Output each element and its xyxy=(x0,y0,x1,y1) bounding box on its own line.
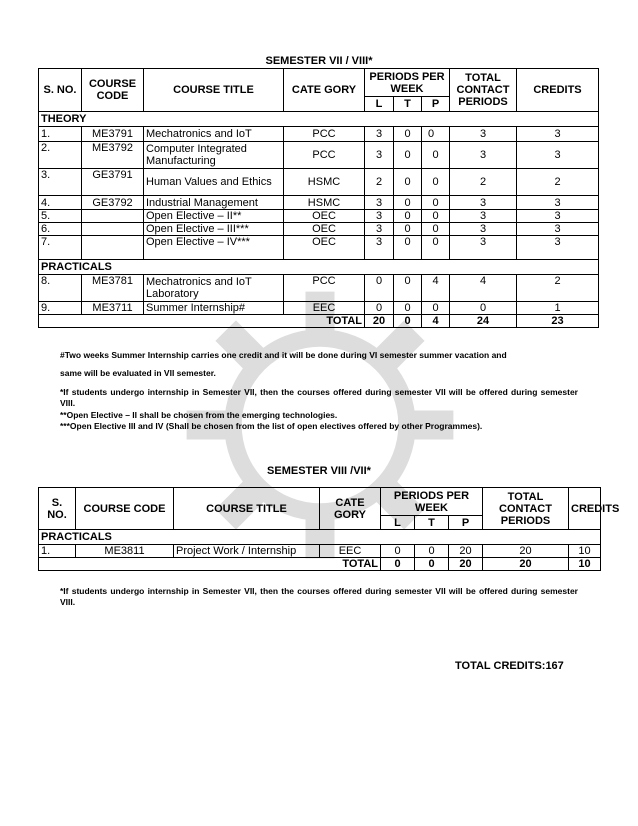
cell-credits: 3 xyxy=(517,223,599,236)
header-p: P xyxy=(449,516,483,530)
cell-category: HSMC xyxy=(284,169,365,196)
header-course-code: COURSE CODE xyxy=(82,69,144,112)
cell-code: ME3781 xyxy=(82,275,144,302)
cell-code: GE3792 xyxy=(82,196,144,210)
cell-contact: 3 xyxy=(450,142,517,169)
cell-t: 0 xyxy=(394,196,422,210)
cell-l: 3 xyxy=(365,210,394,223)
cell-t: 0 xyxy=(394,142,422,169)
total-t: 0 xyxy=(415,558,449,571)
cell-title: Computer Integrated Manufacturing xyxy=(144,142,284,169)
cell-l: 0 xyxy=(381,545,415,558)
cell-contact: 3 xyxy=(450,210,517,223)
header-credits: CREDITS xyxy=(569,488,601,530)
total-credits: 23 xyxy=(517,315,599,328)
header-l: L xyxy=(365,97,394,112)
cell-sno: 1. xyxy=(39,127,82,142)
cell-code xyxy=(82,223,144,236)
cell-code: ME3811 xyxy=(76,545,174,558)
cell-title: Industrial Management xyxy=(144,196,284,210)
cell-t: 0 xyxy=(394,302,422,315)
note-internship-semester: *If students undergo internship in Semester VII, then the courses offered during semester VII will be offered during semester VIII. xyxy=(60,387,578,408)
cell-p: 0 xyxy=(422,196,450,210)
total-t: 0 xyxy=(394,315,422,328)
note-line: same will be evaluated in VII semester. xyxy=(60,368,216,378)
header-contact-periods: TOTAL CONTACT PERIODS xyxy=(450,69,517,112)
section-practicals: PRACTICALS xyxy=(39,530,601,545)
cell-sno: 7. xyxy=(39,236,82,260)
header-p: P xyxy=(422,97,450,112)
cell-credits: 3 xyxy=(517,236,599,260)
cell-contact: 3 xyxy=(450,223,517,236)
cell-code: GE3791 xyxy=(82,169,144,196)
cell-code: ME3711 xyxy=(82,302,144,315)
header-periods: PERIODS PER WEEK xyxy=(381,488,483,516)
header-t: T xyxy=(415,516,449,530)
cell-category: PCC xyxy=(284,127,365,142)
table-row xyxy=(39,142,599,169)
cell-l: 0 xyxy=(365,302,394,315)
total-l: 20 xyxy=(365,315,394,328)
cell-code xyxy=(82,210,144,223)
cell-title: Mechatronics and IoT Laboratory xyxy=(144,275,284,302)
cell-category: OEC xyxy=(284,223,365,236)
note-open-elective-ii: **Open Elective – II shall be chosen from the emerging technologies. xyxy=(60,410,338,420)
cell-l: 2 xyxy=(365,169,394,196)
total-credits-summary: TOTAL CREDITS:167 xyxy=(455,660,564,672)
cell-l: 3 xyxy=(365,236,394,260)
cell-p: 0 xyxy=(422,236,450,260)
cell-l: 3 xyxy=(365,127,394,142)
cell-p: 0 xyxy=(422,210,450,223)
header-t: T xyxy=(394,97,422,112)
table-row xyxy=(39,236,599,260)
cell-sno: 1. xyxy=(39,545,76,558)
semester-vii-table xyxy=(38,68,599,328)
cell-p: 0 xyxy=(422,302,450,315)
total-p: 20 xyxy=(449,558,483,571)
total-p: 4 xyxy=(422,315,450,328)
cell-title: Summer Internship# xyxy=(144,302,284,315)
cell-t: 0 xyxy=(394,236,422,260)
cell-t: 0 xyxy=(415,545,449,558)
header-sno: S. NO. xyxy=(39,488,76,530)
cell-p: 0 xyxy=(422,223,450,236)
cell-sno: 5. xyxy=(39,210,82,223)
cell-code xyxy=(82,236,144,260)
cell-p: 0 xyxy=(422,142,450,169)
table-row xyxy=(39,545,601,558)
cell-contact: 4 xyxy=(450,275,517,302)
cell-title: Mechatronics and IoT xyxy=(144,127,284,142)
cell-l: 3 xyxy=(365,223,394,236)
cell-t: 0 xyxy=(394,127,422,142)
note-summer-internship xyxy=(60,350,600,379)
semester-viii-table xyxy=(38,487,620,571)
table-row xyxy=(39,275,599,302)
table-row xyxy=(39,196,599,210)
cell-title: Open Elective – II** xyxy=(144,210,284,223)
cell-sno: 4. xyxy=(39,196,82,210)
semester-vii-title: SEMESTER VII / VIII* xyxy=(265,55,373,67)
note-line: #Two weeks Summer Internship carries one credit and it will be done during VI semester summer vacation and xyxy=(60,350,507,360)
table-row xyxy=(39,210,599,223)
cell-credits: 2 xyxy=(517,169,599,196)
cell-credits: 10 xyxy=(569,545,601,558)
cell-category: EEC xyxy=(284,302,365,315)
cell-contact: 3 xyxy=(450,196,517,210)
total-credits: 10 xyxy=(569,558,601,571)
header-category: CATE GORY xyxy=(284,69,365,112)
cell-sno: 9. xyxy=(39,302,82,315)
cell-contact: 3 xyxy=(450,127,517,142)
total-row xyxy=(39,315,599,328)
total-contact: 24 xyxy=(450,315,517,328)
total-label: TOTAL xyxy=(39,558,381,571)
cell-sno: 3. xyxy=(39,169,82,196)
header-course-title: COURSE TITLE xyxy=(144,69,284,112)
cell-category: OEC xyxy=(284,210,365,223)
semester-viii-title: SEMESTER VIII /VII* xyxy=(267,465,371,477)
header-credits: CREDITS xyxy=(517,69,599,112)
cell-t: 0 xyxy=(394,169,422,196)
cell-sno: 8. xyxy=(39,275,82,302)
cell-credits: 3 xyxy=(517,210,599,223)
cell-contact: 20 xyxy=(483,545,569,558)
section-theory: THEORY xyxy=(39,112,599,127)
cell-category: PCC xyxy=(284,142,365,169)
cell-p: 0 xyxy=(422,127,450,142)
cell-p: 0 xyxy=(422,169,450,196)
cell-credits: 3 xyxy=(517,196,599,210)
table-row xyxy=(39,223,599,236)
cell-title: Project Work / Internship xyxy=(174,545,320,558)
cell-code: ME3792 xyxy=(82,142,144,169)
total-label: TOTAL xyxy=(39,315,365,328)
cell-contact: 0 xyxy=(450,302,517,315)
cell-category: HSMC xyxy=(284,196,365,210)
total-l: 0 xyxy=(381,558,415,571)
cell-code: ME3791 xyxy=(82,127,144,142)
note-open-elective-iii-iv: ***Open Elective III and IV (Shall be chosen from the list of open electives offered by other Programmes). xyxy=(60,421,483,431)
total-row xyxy=(39,558,601,571)
header-category: CATE GORY xyxy=(320,488,381,530)
cell-t: 0 xyxy=(394,275,422,302)
cell-contact: 2 xyxy=(450,169,517,196)
cell-credits: 3 xyxy=(517,127,599,142)
cell-t: 0 xyxy=(394,223,422,236)
header-course-code: COURSE CODE xyxy=(76,488,174,530)
cell-title: Open Elective – IV*** xyxy=(144,236,284,260)
header-periods: PERIODS PER WEEK xyxy=(365,69,450,97)
cell-p: 4 xyxy=(422,275,450,302)
table-row xyxy=(39,169,599,196)
cell-l: 3 xyxy=(365,142,394,169)
cell-sno: 6. xyxy=(39,223,82,236)
cell-credits: 2 xyxy=(517,275,599,302)
cell-t: 0 xyxy=(394,210,422,223)
cell-l: 0 xyxy=(365,275,394,302)
cell-title: Human Values and Ethics xyxy=(144,169,284,196)
cell-l: 3 xyxy=(365,196,394,210)
cell-category: OEC xyxy=(284,236,365,260)
cell-contact: 3 xyxy=(450,236,517,260)
header-course-title: COURSE TITLE xyxy=(174,488,320,530)
cell-credits: 3 xyxy=(517,142,599,169)
header-sno: S. NO. xyxy=(39,69,82,112)
cell-sno: 2. xyxy=(39,142,82,169)
cell-credits: 1 xyxy=(517,302,599,315)
header-contact-periods: TOTAL CONTACT PERIODS xyxy=(483,488,569,530)
cell-category: EEC xyxy=(320,545,381,558)
total-contact: 20 xyxy=(483,558,569,571)
table-row xyxy=(39,302,599,315)
cell-category: PCC xyxy=(284,275,365,302)
table-row xyxy=(39,127,599,142)
cell-title: Open Elective – III*** xyxy=(144,223,284,236)
note-internship-semester-2: *If students undergo internship in Semester VII, then the courses offered during semester VII will be offered during semester VIII. xyxy=(60,586,578,607)
cell-p: 20 xyxy=(449,545,483,558)
section-practicals: PRACTICALS xyxy=(39,260,599,275)
header-l: L xyxy=(381,516,415,530)
